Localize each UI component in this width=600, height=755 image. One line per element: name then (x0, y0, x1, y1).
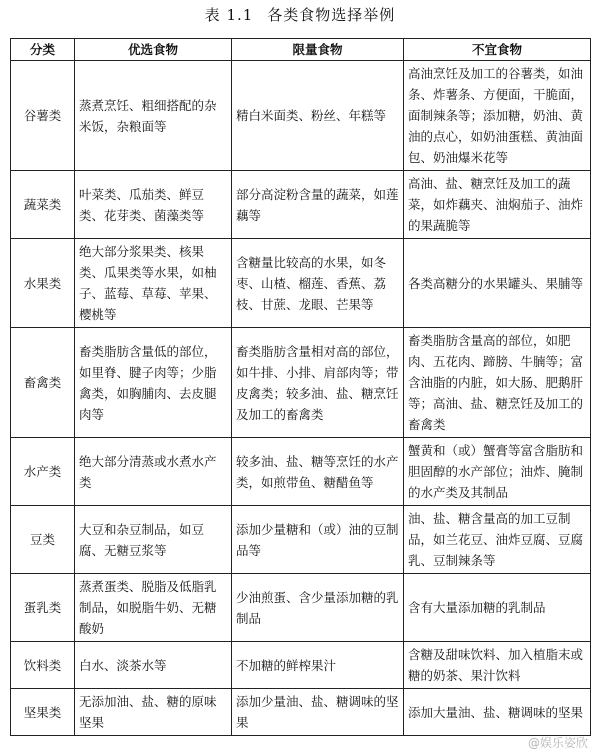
table-row (11, 438, 591, 506)
table-row (11, 328, 591, 438)
limited-cell: 畜类脂肪含量相对高的部位，如牛排、小排、肩部肉等；带皮禽类；较多油、盐、糖烹饪及加工的畜禽类 (232, 328, 404, 438)
avoid-cell: 含糖及甜味饮料、加入植脂末或糖的奶茶、果汁饮料 (404, 642, 591, 689)
limited-cell: 含糖量比较高的水果，如冬枣、山楂、榴莲、香蕉、荔枝、甘蔗、龙眼、芒果等 (232, 239, 404, 328)
header-avoid: 不宜食物 (404, 39, 591, 61)
preferred-cell: 白水、淡茶水等 (75, 642, 232, 689)
limited-cell: 添加少量油、盐、糖调味的坚果 (232, 689, 404, 736)
avoid-cell: 各类高糖分的水果罐头、果脯等 (404, 239, 591, 328)
table-row (11, 239, 591, 328)
table-row (11, 61, 591, 171)
preferred-cell: 大豆和杂豆制品，如豆腐、无糖豆浆等 (75, 506, 232, 574)
food-selection-table (10, 38, 591, 736)
header-limited: 限量食物 (232, 39, 404, 61)
table-row (11, 689, 591, 736)
avoid-cell: 蟹黄和（或）蟹膏等富含脂肪和胆固醇的水产部位；油炸、腌制的水产类及其制品 (404, 438, 591, 506)
preferred-cell: 无添加油、盐、糖的原味坚果 (75, 689, 232, 736)
header-preferred: 优选食物 (75, 39, 232, 61)
table-caption (0, 4, 600, 26)
category-cell: 畜禽类 (11, 328, 75, 438)
preferred-cell: 绝大部分清蒸或水煮水产类 (75, 438, 232, 506)
watermark: @娱乐姿欣 (527, 736, 588, 750)
preferred-cell: 蒸煮烹饪、粗细搭配的杂米饭，杂粮面等 (75, 61, 232, 171)
avoid-cell: 含有大量添加糖的乳制品 (404, 574, 591, 642)
header-category: 分类 (11, 39, 75, 61)
header-row (11, 39, 591, 61)
category-cell: 谷薯类 (11, 61, 75, 171)
table-title: 各类食物选择举例 (267, 6, 396, 24)
category-cell: 蔬菜类 (11, 171, 75, 239)
limited-cell: 少油煎蛋、含少量添加糖的乳制品 (232, 574, 404, 642)
table-row (11, 642, 591, 689)
limited-cell: 添加少量糖和（或）油的豆制品等 (232, 506, 404, 574)
limited-cell: 较多油、盐、糖等烹饪的水产类，如煎带鱼、糖醋鱼等 (232, 438, 404, 506)
category-cell: 豆类 (11, 506, 75, 574)
category-cell: 饮料类 (11, 642, 75, 689)
table-number: 表 1.1 (204, 6, 254, 24)
limited-cell: 不加糖的鲜榨果汁 (232, 642, 404, 689)
limited-cell: 精白米面类、粉丝、年糕等 (232, 61, 404, 171)
category-cell: 水产类 (11, 438, 75, 506)
category-cell: 坚果类 (11, 689, 75, 736)
avoid-cell: 畜类脂肪含量高的部位，如肥肉、五花肉、蹄膀、牛腩等；富含油脂的内脏，如大肠、肥鹅肝等；高油、盐、糖烹饪及加工的畜禽类 (404, 328, 591, 438)
avoid-cell: 高油、盐、糖烹饪及加工的蔬菜，如炸藕夹、油焖茄子、油炸的果蔬脆等 (404, 171, 591, 239)
table-row (11, 506, 591, 574)
avoid-cell: 高油烹饪及加工的谷薯类，如油条、炸薯条、方便面，干脆面，面制辣条等；添加糖，奶油、黄油的点心，如奶油蛋糕、黄油面包、奶油爆米花等 (404, 61, 591, 171)
limited-cell: 部分高淀粉含量的蔬菜，如莲藕等 (232, 171, 404, 239)
preferred-cell: 蒸煮蛋类、脱脂及低脂乳制品，如脱脂牛奶、无糖酸奶 (75, 574, 232, 642)
avoid-cell: 油、盐、糖含量高的加工豆制品，如兰花豆、油炸豆腐、豆腐乳、豆制辣条等 (404, 506, 591, 574)
preferred-cell: 叶菜类、瓜茄类、鲜豆类、花芽类、菌藻类等 (75, 171, 232, 239)
preferred-cell: 绝大部分浆果类、核果类、瓜果类等水果，如柚子、蓝莓、草莓、苹果、樱桃等 (75, 239, 232, 328)
category-cell: 蛋乳类 (11, 574, 75, 642)
table-row (11, 171, 591, 239)
category-cell: 水果类 (11, 239, 75, 328)
preferred-cell: 畜类脂肪含量低的部位，如里脊、腱子肉等；少脂禽类，如胸脯肉、去皮腿肉等 (75, 328, 232, 438)
avoid-cell: 添加大量油、盐、糖调味的坚果 (404, 689, 591, 736)
table-row (11, 574, 591, 642)
